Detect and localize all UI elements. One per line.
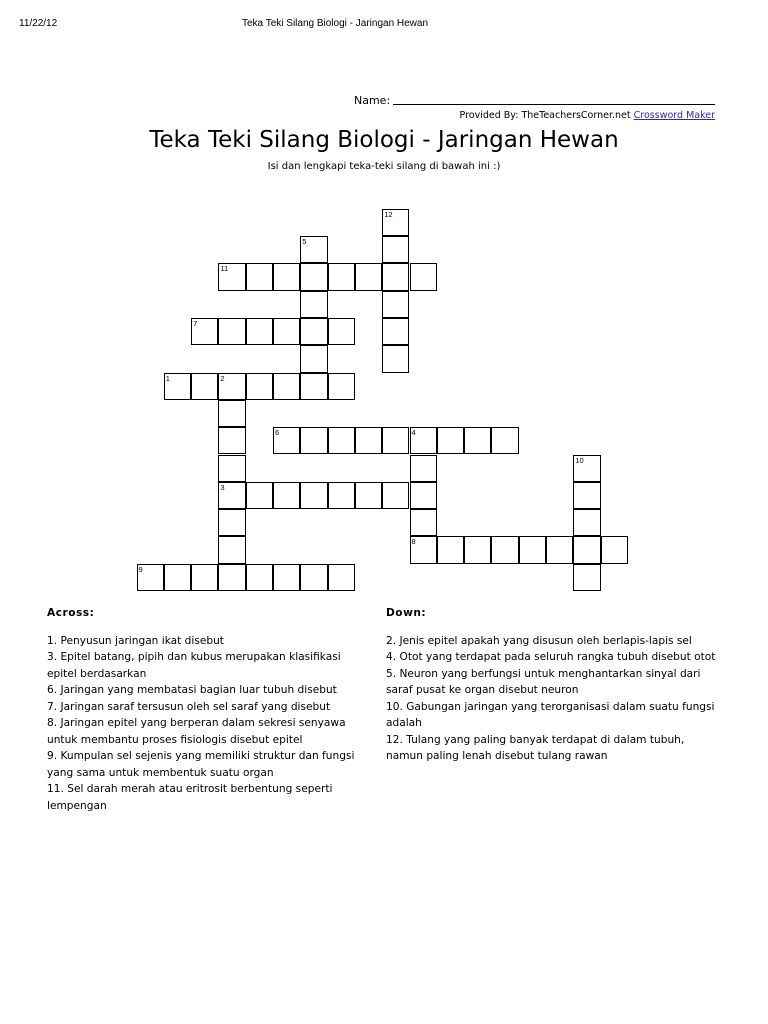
crossword-cell[interactable] [410,455,437,482]
crossword-cell[interactable] [410,509,437,536]
crossword-cell[interactable] [328,564,355,591]
crossword-cell[interactable] [328,318,355,345]
crossword-cell[interactable] [246,373,273,400]
crossword-cell[interactable] [573,564,600,591]
crossword-cell[interactable] [191,318,218,345]
page-title: Teka Teki Silang Biologi - Jaringan Hewan [149,127,619,153]
across-clue: 7. Jaringan saraf tersusun oleh sel saraf yang disebut [47,700,331,713]
clue-number: 8 [411,537,416,547]
crossword-cell[interactable] [191,564,218,591]
crossword-cell[interactable] [218,373,245,400]
crossword-cell[interactable] [410,263,437,290]
crossword-cell[interactable] [410,482,437,509]
crossword-cell[interactable] [273,564,300,591]
crossword-cell[interactable] [300,291,327,318]
crossword-cell[interactable] [273,318,300,345]
crossword-cell[interactable] [382,427,409,454]
crossword-cell[interactable] [246,318,273,345]
crossword-cell[interactable] [491,536,518,563]
print-date: 11/22/12 [19,18,58,29]
crossword-cell[interactable] [355,263,382,290]
crossword-cell[interactable] [382,209,409,236]
crossword-cell[interactable] [300,373,327,400]
page-subtitle: Isi dan lengkapi teka-teki silang di bawah ini :) [267,161,501,172]
clue-number: 12 [384,209,393,219]
down-clue: 10. Gabungan jaringan yang terorganisasi dalam suatu fungsi adalah [386,700,715,729]
provided-by-text: Provided By: TheTeachersCorner.net [459,110,631,121]
crossword-cell[interactable] [218,263,245,290]
crossword-cell[interactable] [218,400,245,427]
down-clues [386,605,722,765]
crossword-cell[interactable] [464,427,491,454]
across-clue: 11. Sel darah merah atau eritrosit berbentung seperti lempengan [47,783,333,812]
clue-number: 10 [575,455,584,465]
across-clue: 3. Epitel batang, pipih dan kubus merupakan klasifikasi epitel berdasarkan [47,651,341,680]
crossword-cell[interactable] [328,427,355,454]
crossword-cell[interactable] [164,373,191,400]
across-clue-list [47,633,365,815]
crossword-cell[interactable] [382,263,409,290]
crossword-cell[interactable] [246,564,273,591]
crossword-cell[interactable] [164,564,191,591]
down-clue: 2. Jenis epitel apakah yang disusun oleh berlapis-lapis sel [386,634,692,647]
crossword-cell[interactable] [218,564,245,591]
across-clue: 8. Jaringan epitel yang berperan dalam sekresi senyawa untuk membantu proses fisiologis disebut epitel [47,717,346,746]
clue-number: 1 [165,373,170,383]
clue-number: 9 [138,564,143,574]
crossword-cell[interactable] [464,536,491,563]
crossword-cell[interactable] [218,427,245,454]
crossword-cell[interactable] [382,482,409,509]
crossword-cell[interactable] [601,536,628,563]
crossword-cell[interactable] [300,564,327,591]
crossword-cell[interactable] [218,455,245,482]
across-clue: 9. Kumpulan sel sejenis yang memiliki struktur dan fungsi yang sama untuk membentuk suatu organ [47,750,355,779]
down-clue: 4. Otot yang terdapat pada seluruh rangka tubuh disebut otot [386,651,716,663]
crossword-cell[interactable] [573,482,600,509]
across-clue: 1. Penyusun jaringan ikat disebut [47,634,224,647]
clue-number: 7 [193,319,198,328]
crossword-cell[interactable] [328,373,355,400]
crossword-cell[interactable] [273,427,300,454]
crossword-cell[interactable] [573,455,600,482]
crossword-cell[interactable] [300,318,327,345]
crossword-cell[interactable] [546,536,573,563]
print-header-title: Teka Teki Silang Biologi - Jaringan Hewan [242,18,429,29]
down-clue: 12. Tulang yang paling banyak terdapat di dalam tubuh, namun paling lenah disebut tulang rawan [386,733,685,762]
crossword-cell[interactable] [437,427,464,454]
name-field [354,94,715,107]
crossword-cell[interactable] [218,318,245,345]
crossword-cell[interactable] [355,427,382,454]
crossword-cell[interactable] [355,482,382,509]
clue-number: 5 [302,237,307,247]
crossword-cell[interactable] [410,536,437,563]
crossword-cell[interactable] [573,536,600,563]
across-clue: 6. Jaringan yang membatasi bagian luar tubuh disebut [47,684,337,696]
crossword-cell[interactable] [382,345,409,372]
crossword-cell[interactable] [300,482,327,509]
crossword-cell[interactable] [382,236,409,263]
crossword-cell[interactable] [437,536,464,563]
crossword-cell[interactable] [300,263,327,290]
crossword-maker-link[interactable]: Crossword Maker [633,110,715,121]
provided-by [460,110,715,121]
crossword-cell[interactable] [410,427,437,454]
crossword-cell[interactable] [218,509,245,536]
crossword-cell[interactable] [300,345,327,372]
crossword-cell[interactable] [191,373,218,400]
crossword-cell[interactable] [246,263,273,290]
crossword-cell[interactable] [382,291,409,318]
clue-number: 3 [220,482,225,492]
down-clue: 5. Neuron yang berfungsi untuk menghantarkan sinyal dari saraf pusat ke organ disebut neuron [386,667,701,696]
name-label: Name: [354,94,391,107]
clue-number: 11 [220,264,229,274]
crossword-cell[interactable] [273,482,300,509]
crossword-cell[interactable] [328,482,355,509]
crossword-cell[interactable] [273,263,300,290]
across-clues [47,605,365,814]
clue-number: 4 [411,428,416,438]
crossword-cell[interactable] [328,263,355,290]
crossword-cell[interactable] [382,318,409,345]
crossword-cell[interactable] [218,536,245,563]
name-underline [393,104,715,105]
crossword-cell[interactable] [519,536,546,563]
crossword-cell[interactable] [300,427,327,454]
down-clue-list [386,633,722,765]
crossword-cell[interactable] [137,564,164,591]
across-heading: Across: [47,607,95,619]
crossword-cell[interactable] [218,482,245,509]
crossword-cell[interactable] [573,509,600,536]
clue-number: 2 [220,373,225,383]
clue-number: 6 [275,428,280,438]
crossword-cell[interactable] [300,236,327,263]
down-heading: Down: [386,607,427,619]
crossword-cell[interactable] [246,482,273,509]
crossword-cell[interactable] [273,373,300,400]
crossword-cell[interactable] [491,427,518,454]
